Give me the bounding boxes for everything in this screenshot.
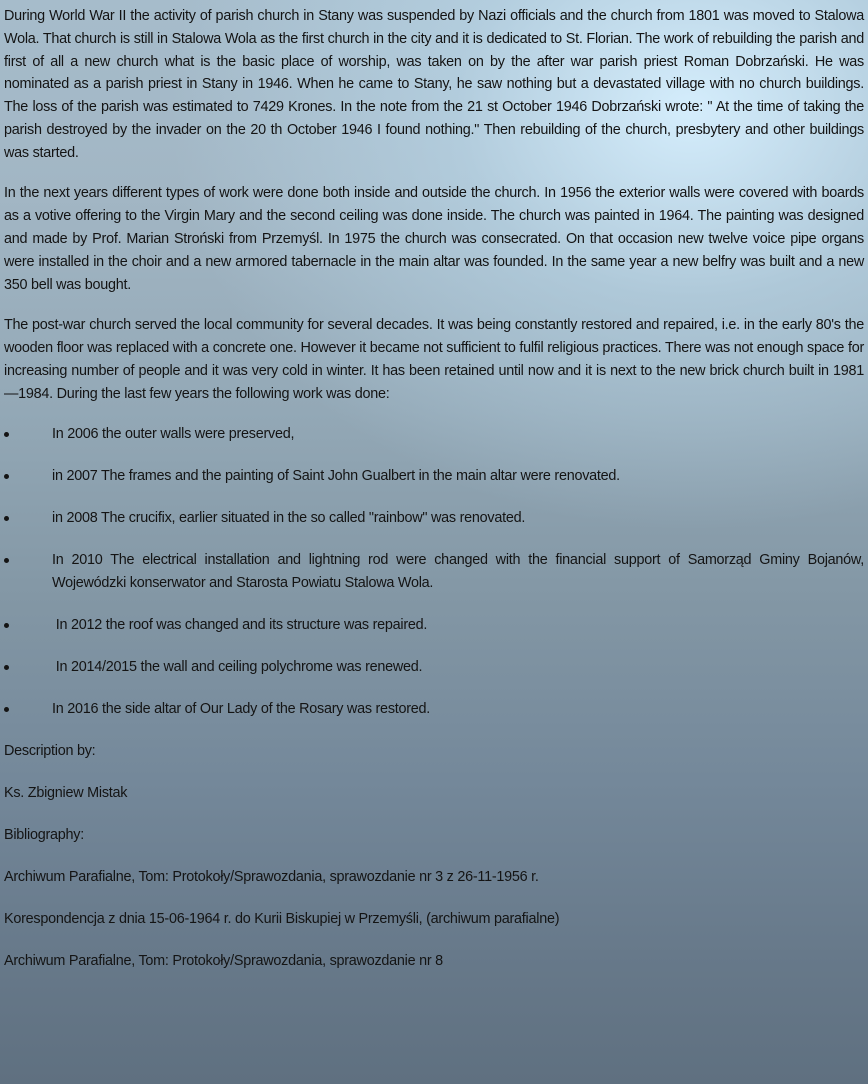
history-paragraph-3: The post-war church served the local community for several decades. It was being constantly restored and repaired, i.e. in the early 80's the wooden floor was replaced with a concrete one. However it became not sufficient to fulfil religious practices. There was not enough space for increasing number of people and it was very cold in winter. It has been retained until now and it is next to the new brick church built in 1981—1984. During the last few years the following work was done: xyxy=(4,317,864,402)
bullet-icon xyxy=(4,516,9,521)
bullet-icon xyxy=(4,665,9,670)
author-name: Ks. Zbigniew Mistak xyxy=(4,784,128,801)
bullet-icon xyxy=(4,432,9,437)
list-item-text: In 2010 The electrical installation and lightning rod were changed with the financial support of Samorząd Gminy Bojanów, Wojewódzki konserwator and Starosta Powiatu Stalowa Wola. xyxy=(52,552,864,591)
list-item-text: in 2008 The crucifix, earlier situated in the so called "rainbow" was renovated. xyxy=(52,510,526,527)
bullet-icon xyxy=(4,474,9,479)
list-item-text: In 2014/2015 the wall and ceiling polychrome was renewed. xyxy=(52,658,423,675)
list-item xyxy=(4,614,864,637)
bullet-icon xyxy=(4,623,9,628)
bullet-icon xyxy=(4,707,9,712)
history-paragraph-2: In the next years different types of work were done both inside and outside the church. In 1956 the exterior walls were covered with boards as a votive offering to the Virgin Mary and the second ceiling was done inside. The church was painted in 1964. The painting was designed and made by Prof. Marian Stroński from Przemyśl. In 1975 the church was consecrated. On that occasion new twelve voice pipe organs were installed in the choir and a new armored tabernacle in the main altar was founded. In the same year a new belfry was built and a new 350 bell was bought. xyxy=(4,185,864,293)
bibliography-entry-2: Korespondencja z dnia 15-06-1964 r. do Kurii Biskupiej w Przemyśli, (archiwum parafialne) xyxy=(4,910,560,927)
list-item-text: In 2012 the roof was changed and its structure was repaired. xyxy=(52,616,428,633)
bibliography-entry-1: Archiwum Parafialne, Tom: Protokoły/Sprawozdania, sprawozdanie nr 3 z 26-11-1956 r. xyxy=(4,868,539,885)
bibliography-label: Bibliography: xyxy=(4,826,84,843)
bibliography-entry-3: Archiwum Parafialne, Tom: Protokoły/Sprawozdania, sprawozdanie nr 8 xyxy=(4,952,443,969)
bullet-icon xyxy=(4,558,9,563)
list-item-text: in 2007 The frames and the painting of Saint John Gualbert in the main altar were renovated. xyxy=(52,468,620,485)
works-list xyxy=(4,423,864,721)
list-item-text: In 2016 the side altar of Our Lady of the Rosary was restored. xyxy=(52,700,431,717)
list-item xyxy=(4,465,864,488)
list-item xyxy=(4,507,864,530)
list-item xyxy=(4,549,864,595)
list-item xyxy=(4,423,864,446)
list-item xyxy=(4,698,864,721)
description-label: Description by: xyxy=(4,742,96,759)
history-paragraph-1: During World War II the activity of parish church in Stany was suspended by Nazi officials and the church from 1801 was moved to Stalowa Wola. That church is still in Stalowa Wola as the first church in the city and it is dedicated to St. Florian. The work of rebuilding the parish and first of all a new church what is the basic place of worship, was taken on by the after war parish priest Roman Dobrzański. He was nominated as a parish priest in Stany in 1946. When he came to Stany, he saw nothing but a devastated village with no church buildings. The loss of the parish was estimated to 7429 Krones. In the note from the 21 st October 1946 Dobrzański wrote: " At the time of taking the parish destroyed by the invader on the 20 th October 1946 I found nothing." Then rebuilding of the church, presbytery and other buildings was started. xyxy=(4,8,864,161)
list-item xyxy=(4,656,864,679)
document-body xyxy=(4,5,864,992)
list-item-text: In 2006 the outer walls were preserved, xyxy=(52,426,295,443)
